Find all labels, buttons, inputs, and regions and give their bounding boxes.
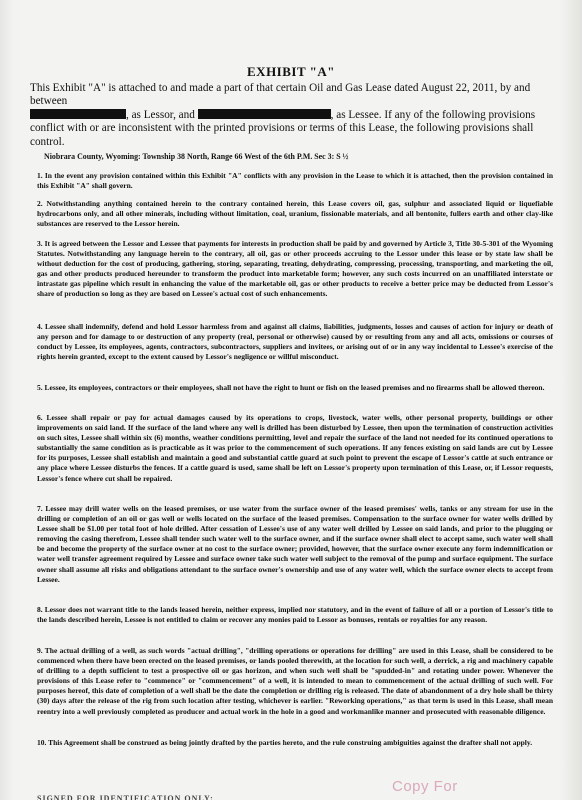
redacted-lessee-name	[198, 109, 331, 119]
provision-7: 7. Lessee may drill water wells on the leased premises, or use water from the surface owner of the leased premises' wells, tanks or any stream for use in the drilling or completion of an oil or gas well or wells located on the surface of the leased premises. Compensation to the surface owner for water wells drilled by Lessee shall be $1.00 per total foot of hole drilled. After cessation of Lessee's use of any water well drilled by Lessee on said lands, and prior to the plugging or removing the casing therefrom, Lessee shall tender such water well to the surface owner, and if the surface owner shall elect to accept same, such water well shall be and become the property of the surface owner at no cost to the surface owner; provided, however, that the surface owner execute any form indemnification or water well transfer agreement required by Lessee and surface owner take such water well subject to the removal of the pump and surface equipment. The surface owner shall assume all risks and obligations attendant to the surface owner's ownership and use of any water well, which the surface owner elects to accept from Lessee.	[37, 504, 553, 584]
provision-3: 3. It is agreed between the Lessor and Lessee that payments for interests in production shall be paid by and governed by Article 3, Title 30-5-301 of the Wyoming Statutes. Notwithstanding any language herein to the contrary, all oil, gas or other proceeds accruing to the Lessor under this lease or by state law shall be without deduction for the cost of producing, gathering, storing, separating, treating, dehydrating, compressing, processing, transporting, and marketing the oil, gas and other products produced hereunder to transform the product into marketable form; however, any such costs incurred on an unaffiliated interstate or intrastate gas pipeline which result in enhancing the value of the marketable oil, gas or other products to receive a better price may be deducted from Lessor's share of production so long as they are based on Lessee's actual cost of such enhancements.	[37, 239, 553, 299]
provision-4: 4. Lessee shall indemnify, defend and hold Lessor harmless from and against all claims, liabilities, judgments, losses and causes of action for injury or death of any person and for damage to or destruction of any property (real, personal or otherwise) caused by or resulting from any and all acts, omissions or courses of conduct by Lessee, its employees, agents, contractors, subcontractors, suppliers and invitees, or arising out of or in any way incidental to Lessee's exercise of the rights herein granted, except to the extent caused by Lessor's negligence or willful misconduct.	[37, 322, 553, 362]
intro-text-1: This Exhibit "A" is attached to and made a part of that certain Oil and Gas Lease dated August 22, 2011, by and between	[30, 82, 531, 108]
intro-paragraph	[30, 82, 552, 149]
exhibit-title: EXHIBIT "A"	[247, 64, 335, 79]
copy-for-stamp: Copy For	[392, 778, 458, 795]
provision-5: 5. Lessee, its employees, contractors or their employees, shall not have the right to hunt or fish on the leased premises and no firearms shall be allowed thereon.	[37, 383, 545, 392]
intro-text-3: , as Lessee. If any of the following provisions conflict with or are inconsistent with the printed provisions or terms of this Lease, the following provisions shall control.	[30, 108, 536, 148]
provision-6: 6. Lessee shall repair or pay for actual damages caused by its operations to crops, livestock, water wells, other personal property, buildings or other improvements on said land. If the surface of the land where any well is drilled has been disturbed by Lessee, then upon the termination of construction activities on such sites, Lessee shall within six (6) months, weather conditions permitting, level and repair the surface of the land not needed for its continued operations to substantially the same condition as is practicable as it was prior to the commencement of such operations. If any fences existing on said lands are cut by Lessee for its purposes, Lessee shall establish and maintain a good and substantial cattle guard at such point to prevent the escape of Lessor's cattle at such entrance or any place where Lessee disturbs the fences. If a cattle guard is used, same shall be left on Lessor's property upon termination of this Lease, or, if Lessor requests, Lessor's fence where cut shall be repaired.	[37, 413, 553, 483]
provision-1: 1. In the event any provision contained within this Exhibit "A" conflicts with any provision in the Lease to which it is attached, then the provision contained in this Exhibit "A" shall govern.	[37, 171, 553, 191]
provision-10: 10. This Agreement shall be construed as being jointly drafted by the parties hereto, and the rule construing ambiguities against the drafter shall not apply.	[37, 738, 533, 747]
provision-8: 8. Lessor does not warrant title to the lands leased herein, neither express, implied nor statutory, and in the event of failure of all or a portion of Lessor's title to the lands described herein, Lessee is not entitled to claim or recover any monies paid to Lessor as bonuses, rentals or royalties for any reason.	[37, 605, 553, 625]
provision-9: 9. The actual drilling of a well, as such words "actual drilling", "drilling operations or operations for drilling" are used in this Lease, shall be considered to be commenced when there have been erected on the leased premises, or lands pooled therewith, at the location for such well, a derrick, a rig and machinery capable of drilling to a depth sufficient to test a prospective oil or gas horizon, and when such well shall be "spudded-in" and rotating under power. Whenever the provisions of this Lease refer to "commence" or "commencement" of a well, it is intended to mean to commencement of the actual drilling of such well. For purposes hereof, this date of completion of a well shall be the date the completion or drilling rig is released. The date of abandonment of a dry hole shall be thirty (30) days after the release of the rig from such location after testing, whichever is earlier. "Reworking operations," as that term is used in this Lease, shall mean reentry into a well previously completed as producer and actual work in the hole in a good and workmanlike manner and prosecuted with reasonable diligence.	[37, 646, 553, 716]
intro-text-2: , as Lessor, and	[126, 108, 195, 121]
redacted-lessor-name	[30, 109, 126, 119]
property-location: Niobrara County, Wyoming: Township 38 North, Range 66 West of the 6th P.M. Sec 3: S ½	[44, 152, 349, 161]
signed-for-identification-label: SIGNED FOR IDENTIFICATION ONLY:	[37, 794, 214, 800]
provision-2: 2. Notwithstanding anything contained herein to the contrary contained herein, this Lease covers oil, gas, sulphur and associated liquid or liquefiable hydrocarbons only, and all other minerals, including without limitation, coal, uranium, fissionable materials, and all bentonite, fullers earth and other clay-like substances are reserved to the Lessor herein.	[37, 199, 553, 229]
